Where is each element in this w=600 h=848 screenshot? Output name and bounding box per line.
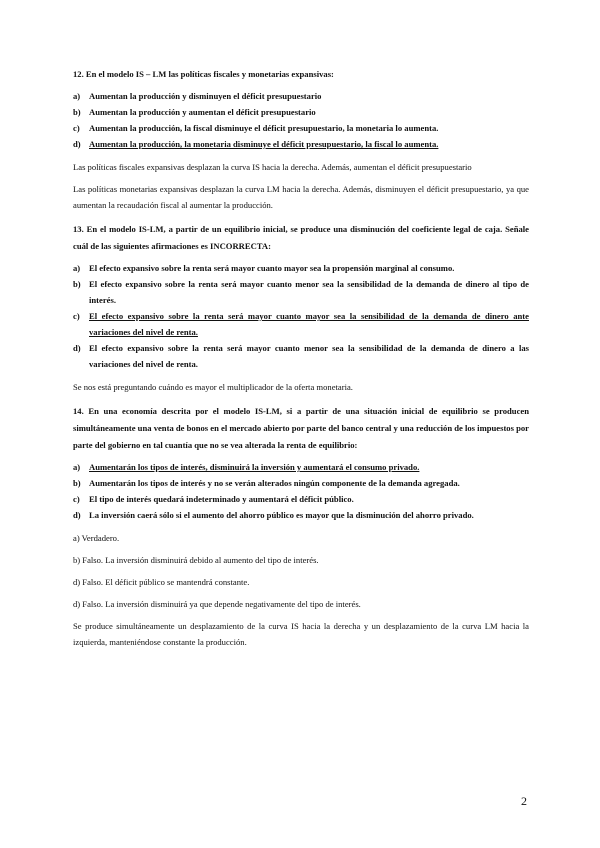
q13-option-c-correct: c) El efecto expansivo sobre la renta será mayor cuanto mayor sea la sensibilidad de la demanda de dinero ante variaciones del nivel de renta. (73, 311, 529, 337)
question-12-options (73, 88, 529, 152)
question-13-options (73, 260, 529, 372)
q14-explanation-summary: Se produce simultáneamente un desplazamiento de la curva IS hacia la derecha y un desplazamiento de la curva LM hacia la izquierda, manteniéndose constante la producción. (73, 621, 529, 647)
q12-option-b: b) Aumentan la producción y aumentan el déficit presupuestario (73, 107, 316, 117)
document-content (73, 66, 529, 656)
q12-option-d-correct: d) Aumentan la producción, la monetaria disminuye el déficit presupuestario, la fiscal lo aumenta. (73, 139, 439, 149)
question-14-options (73, 459, 529, 523)
q13-option-b: b) El efecto expansivo sobre la renta será mayor cuanto menor sea la sensibilidad de la demanda de dinero al tipo de interés. (73, 279, 529, 305)
q14-explanation-a: a) Verdadero. (73, 533, 120, 543)
q14-explanation-d: d) Falso. La inversión disminuirá ya que depende negativamente del tipo de interés. (73, 599, 361, 609)
page-number: 2 (521, 794, 527, 808)
q14-option-a-correct: a) Aumentarán los tipos de interés, disminuirá la inversión y aumentará el consumo privado. (73, 462, 420, 472)
q12-explanation-2: Las políticas monetarias expansivas desplazan la curva LM hacia la derecha. Además, disminuyen el déficit presupuestario, ya que aumentan la recaudación fiscal al aumentar la producción. (73, 184, 529, 210)
q12-explanation-1: Las políticas fiscales expansivas desplazan la curva IS hacia la derecha. Además, aumentan el déficit presupuestario (73, 162, 472, 172)
q14-option-c: c) El tipo de interés quedará indeterminado y aumentará el déficit público. (73, 494, 354, 504)
q14-option-b: b) Aumentarán los tipos de interés y no se verán alterados ningún componente de la demanda agregada. (73, 478, 460, 488)
q14-explanation-b: b) Falso. La inversión disminuirá debido al aumento del tipo de interés. (73, 555, 319, 565)
q13-option-d: d) El efecto expansivo sobre la renta será mayor cuanto menor sea la sensibilidad de la demanda de dinero a las variaciones del nivel de renta. (73, 343, 529, 369)
q14-option-d: d) La inversión caerá sólo si el aumento del ahorro público es mayor que la disminución del ahorro privado. (73, 510, 474, 520)
q13-explanation-1: Se nos está preguntando cuándo es mayor el multiplicador de la oferta monetaria. (73, 382, 353, 392)
q14-explanation-c: d) Falso. El déficit público se mantendrá constante. (73, 577, 250, 587)
question-12-title: 12. En el modelo IS – LM las políticas fiscales y monetarias expansivas: (73, 69, 334, 79)
question-14-title: 14. En una economía descrita por el modelo IS-LM, si a partir de una situación inicial de equilibrio se producen simultáneamente una venta de bonos en el mercado abierto por parte del banco central y una reducción de los impuestos por parte del gobierno en tal cuantía que no se vea alterada la renta de equilibrio: (73, 406, 529, 450)
question-13-title: 13. En el modelo IS-LM, a partir de un equilibrio inicial, se produce una disminución del coeficiente legal de caja. Señale cuál de las siguientes afirmaciones es INCORRECTA: (73, 224, 529, 251)
q12-option-c: c) Aumentan la producción, la fiscal disminuye el déficit presupuestario, la monetaria lo aumenta. (73, 123, 439, 133)
q13-option-a: a) El efecto expansivo sobre la renta será mayor cuanto mayor sea la propensión marginal al consumo. (73, 263, 455, 273)
q12-option-a: a) Aumentan la producción y disminuyen el déficit presupuestario (73, 91, 322, 101)
